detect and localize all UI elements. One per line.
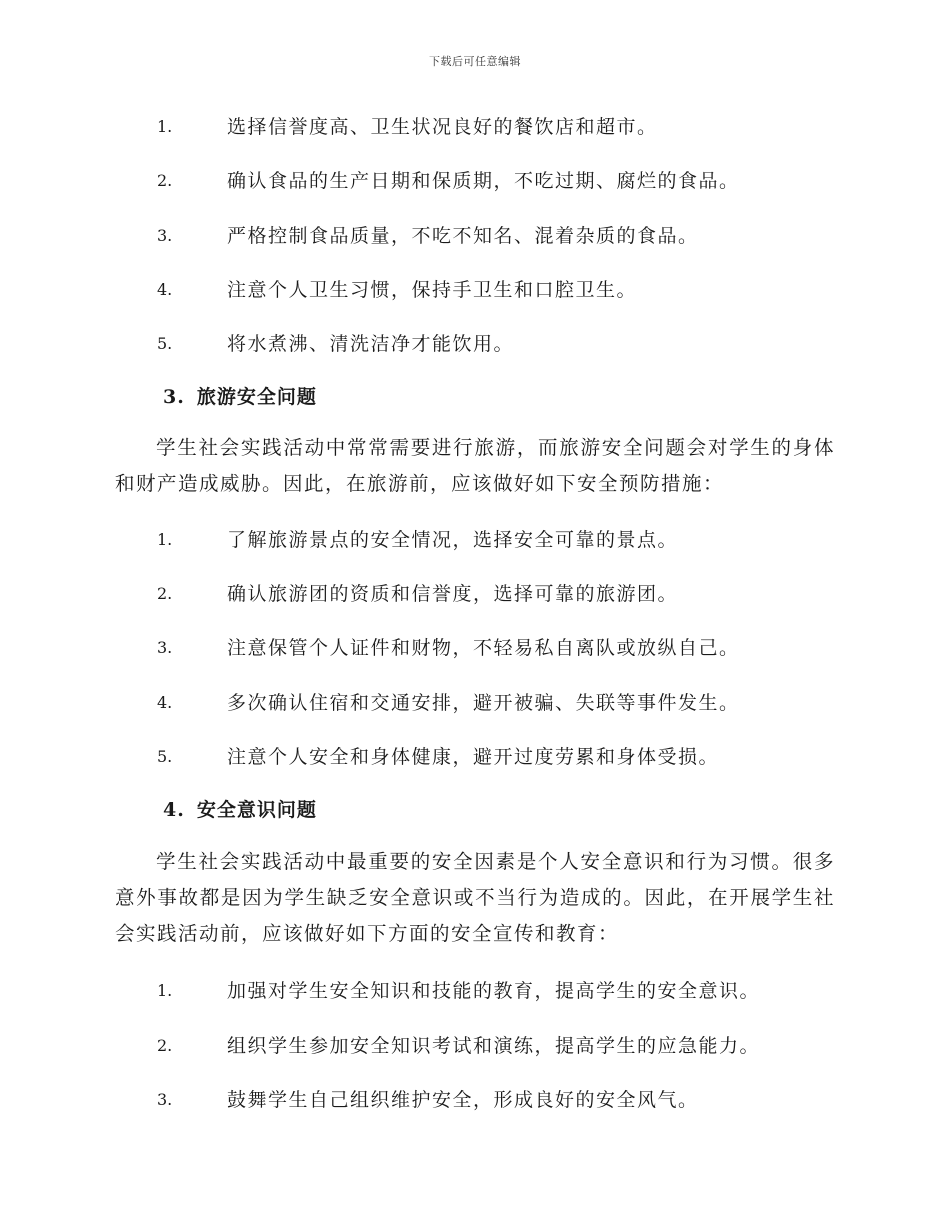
list-item	[115, 976, 835, 1006]
list-item	[115, 112, 835, 142]
section-heading	[163, 795, 317, 825]
list-number: 3.	[157, 638, 173, 657]
list-item	[115, 166, 835, 196]
list-number: 1.	[157, 117, 173, 136]
list-number: 5.	[157, 334, 173, 353]
list-number: 2.	[157, 171, 173, 190]
list-item	[115, 221, 835, 251]
list-text: 鼓舞学生自己组织维护安全，形成良好的安全风气。	[227, 1089, 699, 1111]
list-item	[115, 329, 835, 359]
list-number: 5.	[157, 747, 173, 766]
list-number: 2.	[157, 584, 173, 603]
list-number: 3.	[157, 1090, 173, 1109]
section-paragraph: 学生社会实践活动中常常需要进行旅游，而旅游安全问题会对学生的身体和财产造成威胁。因此，在旅游前，应该做好如下安全预防措施：	[115, 436, 835, 495]
list-item	[115, 1085, 835, 1115]
section-title: 旅游安全问题	[196, 386, 317, 408]
list-text: 确认旅游团的资质和信誉度，选择可靠的旅游团。	[227, 583, 679, 605]
list-item	[115, 579, 835, 609]
list-text: 注意个人安全和身体健康，避开过度劳累和身体受损。	[227, 746, 720, 768]
list-item	[115, 688, 835, 718]
section-title: 安全意识问题	[196, 799, 317, 821]
list-text: 注意保管个人证件和财物，不轻易私自离队或放纵自己。	[227, 637, 740, 659]
list-item	[115, 633, 835, 663]
section-number: 3.	[163, 386, 185, 408]
list-number: 3.	[157, 226, 173, 245]
list-number: 1.	[157, 530, 173, 549]
list-text: 加强对学生安全知识和技能的教育，提高学生的安全意识。	[227, 980, 761, 1002]
list-text: 组织学生参加安全知识考试和演练，提高学生的应急能力。	[227, 1035, 761, 1057]
list-item	[115, 525, 835, 555]
list-text: 严格控制食品质量，不吃不知名、混着杂质的食品。	[227, 225, 699, 247]
list-item	[115, 1031, 835, 1061]
section-heading	[163, 382, 317, 412]
list-text: 了解旅游景点的安全情况，选择安全可靠的景点。	[227, 529, 679, 551]
list-item	[115, 275, 835, 305]
page-header: 下载后可任意编辑	[429, 55, 521, 68]
list-text: 注意个人卫生习惯，保持手卫生和口腔卫生。	[227, 279, 638, 301]
list-text: 选择信誉度高、卫生状况良好的餐饮店和超市。	[227, 116, 658, 138]
list-number: 4.	[157, 280, 173, 299]
section-number: 4.	[163, 799, 185, 821]
list-number: 4.	[157, 693, 173, 712]
list-text: 确认食品的生产日期和保质期，不吃过期、腐烂的食品。	[227, 170, 740, 192]
section-paragraph: 学生社会实践活动中最重要的安全因素是个人安全意识和行为习惯。很多意外事故都是因为学生缺乏安全意识或不当行为造成的。因此，在开展学生社会实践活动前，应该做好如下方面的安全宣传和教育：	[115, 850, 835, 945]
list-text: 将水煮沸、清洗洁净才能饮用。	[227, 333, 515, 355]
list-number: 1.	[157, 981, 173, 1000]
list-text: 多次确认住宿和交通安排，避开被骗、失联等事件发生。	[227, 692, 740, 714]
list-number: 2.	[157, 1036, 173, 1055]
list-item	[115, 742, 835, 772]
